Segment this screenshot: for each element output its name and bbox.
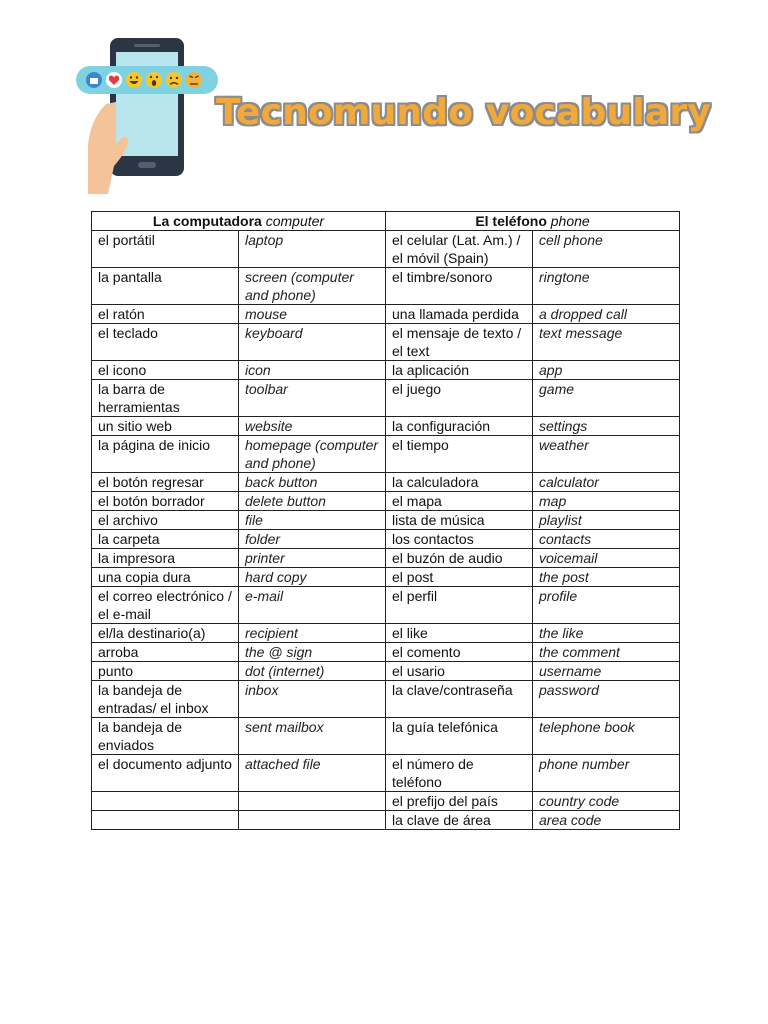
phone-term: la calculadora (386, 473, 533, 492)
computer-term: el botón regresar (92, 473, 239, 492)
angry-icon (186, 72, 202, 88)
computer-term: el/la destinario(a) (92, 624, 239, 643)
computer-term: el teclado (92, 324, 239, 361)
phone-translation: text message (533, 324, 680, 361)
computer-term: el archivo (92, 511, 239, 530)
table-body (92, 231, 680, 830)
phone-term: el tiempo (386, 436, 533, 473)
computer-term: un sitio web (92, 417, 239, 436)
phone-translation: a dropped call (533, 305, 680, 324)
phone-translation: area code (533, 811, 680, 830)
table-row (92, 718, 680, 755)
table-row (92, 380, 680, 417)
phone-translation: the post (533, 568, 680, 587)
phone-term: el celular (Lat. Am.) / el móvil (Spain) (386, 231, 533, 268)
phone-term: el mapa (386, 492, 533, 511)
computer-term (92, 792, 239, 811)
computer-term: la carpeta (92, 530, 239, 549)
computer-term: el ratón (92, 305, 239, 324)
computer-translation: back button (239, 473, 386, 492)
phone-translation: password (533, 681, 680, 718)
computer-translation: delete button (239, 492, 386, 511)
computer-term: la bandeja de entradas/ el inbox (92, 681, 239, 718)
table-row (92, 549, 680, 568)
phone-translation: ringtone (533, 268, 680, 305)
table-row (92, 568, 680, 587)
computer-translation: homepage (computer and phone) (239, 436, 386, 473)
phone-translation: settings (533, 417, 680, 436)
phone-term: una llamada perdida (386, 305, 533, 324)
computer-term: punto (92, 662, 239, 681)
computer-translation: recipient (239, 624, 386, 643)
table-row (92, 305, 680, 324)
phone-term: el like (386, 624, 533, 643)
sad-icon (166, 72, 182, 88)
computer-translation: keyboard (239, 324, 386, 361)
phone-reactions-illustration (70, 34, 230, 194)
table-row (92, 755, 680, 792)
phone-translation: game (533, 380, 680, 417)
computer-term: el portátil (92, 231, 239, 268)
computer-term: la barra de herramientas (92, 380, 239, 417)
table-row (92, 436, 680, 473)
table-row (92, 231, 680, 268)
phone-translation: weather (533, 436, 680, 473)
computer-term: el botón borrador (92, 492, 239, 511)
phone-translation: map (533, 492, 680, 511)
phone-term: el buzón de audio (386, 549, 533, 568)
computer-translation: icon (239, 361, 386, 380)
table-row (92, 811, 680, 830)
table-row (92, 473, 680, 492)
computer-translation: folder (239, 530, 386, 549)
computer-translation: dot (internet) (239, 662, 386, 681)
phone-translation: the like (533, 624, 680, 643)
header-spanish: La computadora (152, 213, 262, 229)
computer-translation: website (239, 417, 386, 436)
table-row (92, 417, 680, 436)
wow-icon (146, 72, 162, 88)
computer-translation: the @ sign (239, 643, 386, 662)
computer-translation (239, 811, 386, 830)
phone-translation: profile (533, 587, 680, 624)
table-row (92, 792, 680, 811)
phone-term: la clave/contraseña (386, 681, 533, 718)
phone-translation: playlist (533, 511, 680, 530)
phone-term: el usario (386, 662, 533, 681)
phone-translation: contacts (533, 530, 680, 549)
phone-term: el mensaje de texto / el text (386, 324, 533, 361)
phone-term: el prefijo del país (386, 792, 533, 811)
vocabulary-table (91, 211, 680, 830)
header-computer (92, 212, 386, 231)
phone-translation: username (533, 662, 680, 681)
computer-translation: toolbar (239, 380, 386, 417)
computer-translation (239, 792, 386, 811)
phone-translation: cell phone (533, 231, 680, 268)
computer-term: el documento adjunto (92, 755, 239, 792)
table-row (92, 530, 680, 549)
computer-term: la bandeja de enviados (92, 718, 239, 755)
computer-translation: file (239, 511, 386, 530)
computer-translation: sent mailbox (239, 718, 386, 755)
header-english: phone (550, 213, 590, 229)
table-row (92, 324, 680, 361)
phone-term: el juego (386, 380, 533, 417)
phone-translation: voicemail (533, 549, 680, 568)
phone-term: el número de teléfono (386, 755, 533, 792)
computer-term: la página de inicio (92, 436, 239, 473)
phone-term: la configuración (386, 417, 533, 436)
table-row (92, 268, 680, 305)
computer-translation: mouse (239, 305, 386, 324)
table-row (92, 492, 680, 511)
computer-term: el correo electrónico / el e-mail (92, 587, 239, 624)
computer-translation: screen (computer and phone) (239, 268, 386, 305)
computer-translation: inbox (239, 681, 386, 718)
computer-term: la impresora (92, 549, 239, 568)
phone-term: la aplicación (386, 361, 533, 380)
thumbs-up-icon (86, 72, 102, 88)
table-row (92, 643, 680, 662)
computer-translation: laptop (239, 231, 386, 268)
computer-translation: printer (239, 549, 386, 568)
phone-term: el comento (386, 643, 533, 662)
header-english: computer (265, 213, 325, 229)
phone-translation: the comment (533, 643, 680, 662)
table-row (92, 624, 680, 643)
header-spanish: El teléfono (475, 213, 547, 229)
phone-term: la guía telefónica (386, 718, 533, 755)
computer-term (92, 811, 239, 830)
page-title: Tecnomundo vocabulary (216, 92, 711, 133)
computer-term: una copia dura (92, 568, 239, 587)
computer-term: la pantalla (92, 268, 239, 305)
phone-term: el perfil (386, 587, 533, 624)
phone-term: los contactos (386, 530, 533, 549)
table-row (92, 511, 680, 530)
header-phone (386, 212, 680, 231)
phone-term: la clave de área (386, 811, 533, 830)
phone-term: lista de música (386, 511, 533, 530)
computer-term: arroba (92, 643, 239, 662)
laugh-icon (126, 72, 142, 88)
computer-translation: hard copy (239, 568, 386, 587)
table-header-row (92, 212, 680, 231)
phone-translation: app (533, 361, 680, 380)
computer-term: el icono (92, 361, 239, 380)
phone-term: el timbre/sonoro (386, 268, 533, 305)
phone-translation: phone number (533, 755, 680, 792)
phone-translation: telephone book (533, 718, 680, 755)
table-row (92, 587, 680, 624)
heart-icon (106, 72, 122, 88)
table-row (92, 681, 680, 718)
computer-translation: attached file (239, 755, 386, 792)
phone-translation: calculator (533, 473, 680, 492)
phone-translation: country code (533, 792, 680, 811)
phone-term: el post (386, 568, 533, 587)
computer-translation: e-mail (239, 587, 386, 624)
table-row (92, 662, 680, 681)
table-row (92, 361, 680, 380)
